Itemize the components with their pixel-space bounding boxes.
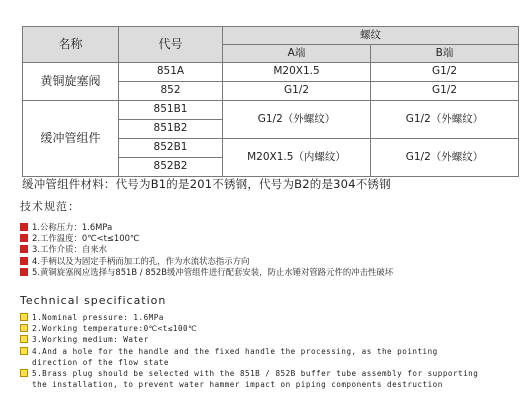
yellow-square-icon: [20, 369, 28, 377]
header-thread: 螺纹: [223, 27, 519, 45]
red-square-icon: [20, 234, 28, 242]
material-caption: 缓冲管组件材料：代号为B1的是201不锈钢，代号为B2的是304不锈钢: [22, 177, 391, 191]
header-name: 名称: [23, 27, 119, 63]
group2-code: 852B2: [119, 158, 223, 177]
en-spec-item: 5.Brass plug should be selected with the 851B / 852B buffer tube assembly for supporting: [20, 368, 478, 379]
cn-spec-item: 3.工作介质：自来水: [20, 244, 393, 255]
red-square-icon: [20, 245, 28, 253]
group1-thread-a: G1/2: [223, 82, 371, 101]
group2-sub2-thread-a: M20X1.5（内螺纹）: [223, 139, 371, 177]
cn-spec-item: 1.公称压力：1.6MPa: [20, 222, 393, 233]
en-spec-title: Technical specification: [20, 294, 167, 307]
group1-code: 852: [119, 82, 223, 101]
group2-sub1-thread-a: G1/2（外螺纹）: [223, 101, 371, 139]
yellow-square-icon: [20, 335, 28, 343]
group1-name: 黄铜旋塞阀: [23, 63, 119, 101]
yellow-square-icon: [20, 313, 28, 321]
group2-name: 缓冲管组件: [23, 101, 119, 177]
cn-spec-item: 2.工作温度：0℃<t≤100℃: [20, 233, 393, 244]
red-square-icon: [20, 257, 28, 265]
group1-thread-a: M20X1.5: [223, 63, 371, 82]
group1-thread-b: G1/2: [371, 63, 519, 82]
en-spec-item: 3.Working medium: Water: [20, 334, 478, 345]
cn-spec-item: 4.手柄以及为固定手柄而加工的孔，作为水流状态指示方向: [20, 256, 393, 267]
header-end-b: B端: [371, 45, 519, 63]
group1-code: 851A: [119, 63, 223, 82]
en-spec-item: 4.And a hole for the handle and the fixed handle the processing, as the pointing: [20, 346, 478, 357]
en-spec-item: 2.Working temperature:0℃<t≤100℃: [20, 323, 478, 334]
header-code: 代号: [119, 27, 223, 63]
en-spec-item-continued: the installation, to prevent water hammer impact on piping components destruction: [32, 380, 443, 390]
en-spec-item: 1.Nominal pressure: 1.6MPa: [20, 312, 478, 323]
cn-spec-item: 5.黄铜旋塞阀应选择与851B / 852B缓冲管组件进行配套安装，防止水锤对管路元件的冲击性破坏: [20, 267, 393, 278]
header-end-a: A端: [223, 45, 371, 63]
en-spec-list: [20, 312, 478, 390]
en-spec-item-continued: direction of the flow state: [32, 357, 169, 367]
yellow-square-icon: [20, 347, 28, 355]
group2-sub2-thread-b: G1/2（外螺纹）: [371, 139, 519, 177]
cn-spec-list: [20, 222, 393, 278]
red-square-icon: [20, 223, 28, 231]
yellow-square-icon: [20, 324, 28, 332]
group2-code: 852B1: [119, 139, 223, 158]
group2-sub1-thread-b: G1/2（外螺纹）: [371, 101, 519, 139]
red-square-icon: [20, 268, 28, 276]
spec-table: [22, 26, 519, 177]
cn-spec-title: 技术规范：: [20, 200, 80, 213]
group2-code: 851B1: [119, 101, 223, 120]
group2-code: 851B2: [119, 120, 223, 139]
group1-thread-b: G1/2: [371, 82, 519, 101]
